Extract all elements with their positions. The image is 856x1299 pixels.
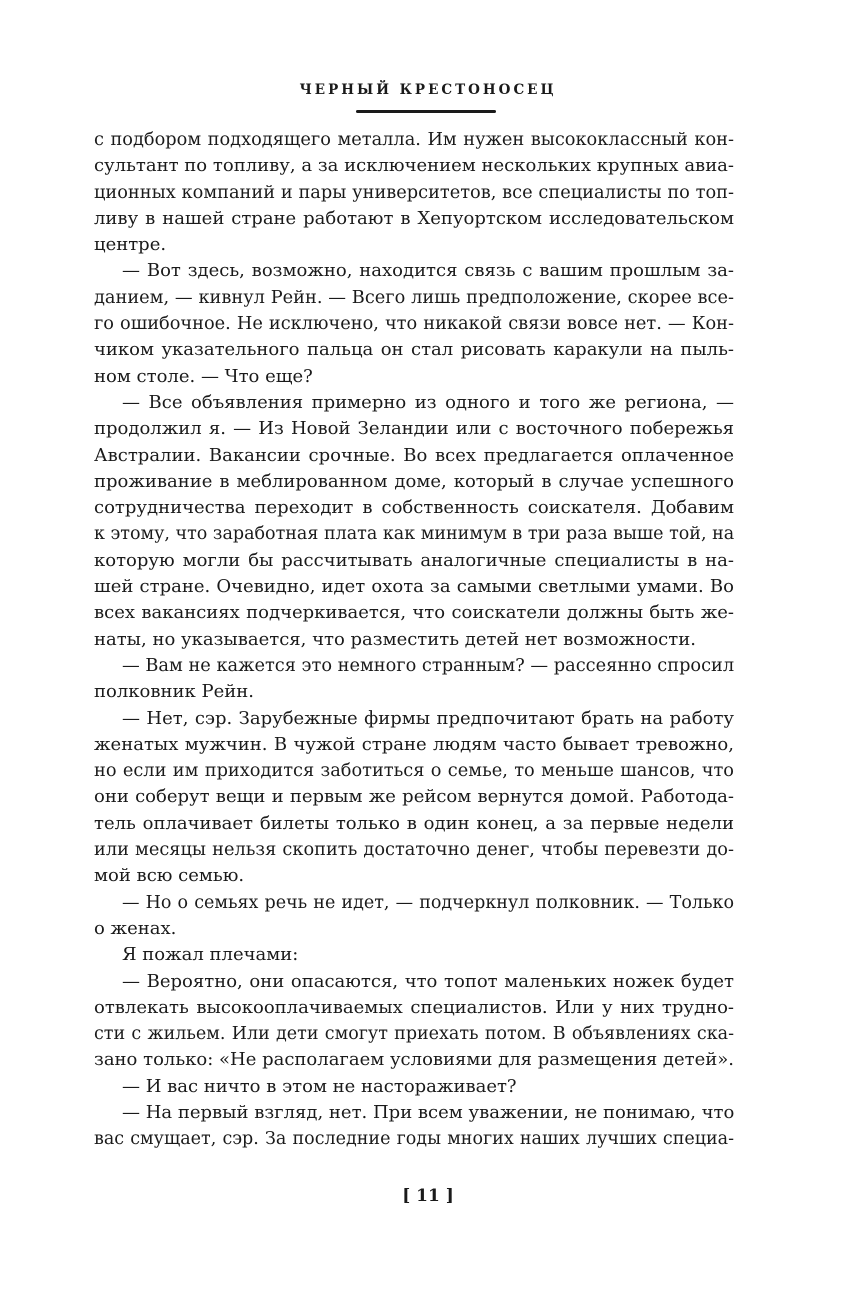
body-text	[94, 127, 734, 1153]
text-line: с подбором подходящего металла. Им нужен высококлассный кон-	[94, 130, 734, 150]
text-line: наты, но указывается, что разместить детей нет возможности.	[94, 628, 696, 650]
text-line: тель оплачивает билеты только в один конец, а за первые недели	[94, 812, 734, 834]
text-line: сультант по топливу, а за исключением нескольких крупных авиа-	[94, 155, 734, 177]
text-line: зано только: «Не располагаем условиями для размещения детей».	[94, 1049, 734, 1071]
text-line: продолжил я. — Из Новой Зеландии или с восточного побережья	[94, 418, 734, 440]
text-line: го ошибочное. Не исключено, что никакой связи вовсе нет. — Кон-	[94, 314, 734, 335]
text-line: — Нет, сэр. Зарубежные фирмы предпочитают брать на работу	[122, 707, 734, 729]
text-line: проживание в меблированном доме, который в случае успешного	[94, 470, 734, 492]
text-line: мой всю семью.	[94, 865, 245, 887]
running-head: ЧЕРНЫЙ КРЕСТОНОСЕЦ	[299, 82, 557, 98]
text-line: женатых мужчин. В чужой стране людям часто бывает тревожно,	[94, 733, 734, 755]
text-line: вас смущает, сэр. За последние годы многих наших лучших специа-	[94, 1129, 734, 1150]
text-line: — Но о семьях речь не идет, — подчеркнул полковник. — Только	[122, 892, 734, 913]
text-line: полковник Рейн.	[94, 681, 254, 703]
text-line: данием, — кивнул Рейн. — Всего лишь предположение, скорее все-	[94, 287, 734, 308]
text-line: — Вам не кажется это немного странным? — рассеянно спросил	[122, 655, 735, 676]
text-line: — Вероятно, они опасаются, что топот маленьких ножек будет	[122, 970, 734, 992]
text-line: чиком указательного пальца он стал рисовать каракули на пыль-	[94, 339, 734, 361]
text-line: сотрудничества переходит в собственность соискателя. Добавим	[94, 497, 734, 519]
text-line: сти с жильем. Или дети смогут приехать потом. В объявлениях ска-	[94, 1024, 734, 1045]
page-number: [ 11 ]	[402, 1186, 454, 1206]
text-line: — И вас ничто в этом не настораживает?	[122, 1075, 517, 1097]
text-line: или месяцы нельзя скопить достаточно денег, чтобы перевезти до-	[94, 840, 734, 861]
running-head-rule	[356, 110, 496, 113]
text-line: центре.	[94, 234, 167, 256]
text-line: — Все объявления примерно из одного и того же региона, —	[122, 391, 734, 413]
text-line: — На первый взгляд, нет. При всем уважении, не понимаю, что	[122, 1101, 735, 1123]
text-line: о женах.	[94, 917, 177, 939]
text-line: — Вот здесь, возможно, находится связь с вашим прошлым за-	[122, 260, 734, 282]
text-line: они соберут вещи и первым же рейсом вернутся домой. Работода-	[94, 786, 734, 808]
text-line: которую могли бы рассчитывать аналогичные специалисты в на-	[94, 549, 734, 571]
text-line: ливу в нашей стране работают в Хепуортском исследовательском	[94, 207, 734, 229]
text-line: шей стране. Очевидно, идет охота за самыми светлыми умами. Во	[94, 576, 734, 598]
text-line: ционных компаний и пары университетов, все специалисты по топ-	[94, 182, 734, 203]
text-line: Австралии. Вакансии срочные. Во всех предлагается оплаченное	[94, 444, 734, 466]
text-line: отвлекать высокооплачиваемых специалистов. Или у них трудно-	[94, 996, 734, 1018]
text-line: но если им приходится заботиться о семье, то меньше шансов, что	[94, 761, 734, 782]
text-line: всех вакансиях подчеркивается, что соискатели должны быть же-	[94, 602, 734, 624]
text-line: к этому, что заработная плата как минимум в три раза выше той, на	[94, 524, 735, 545]
text-line: ном столе. — Что еще?	[94, 365, 313, 387]
text-line: Я пожал плечами:	[122, 944, 299, 966]
